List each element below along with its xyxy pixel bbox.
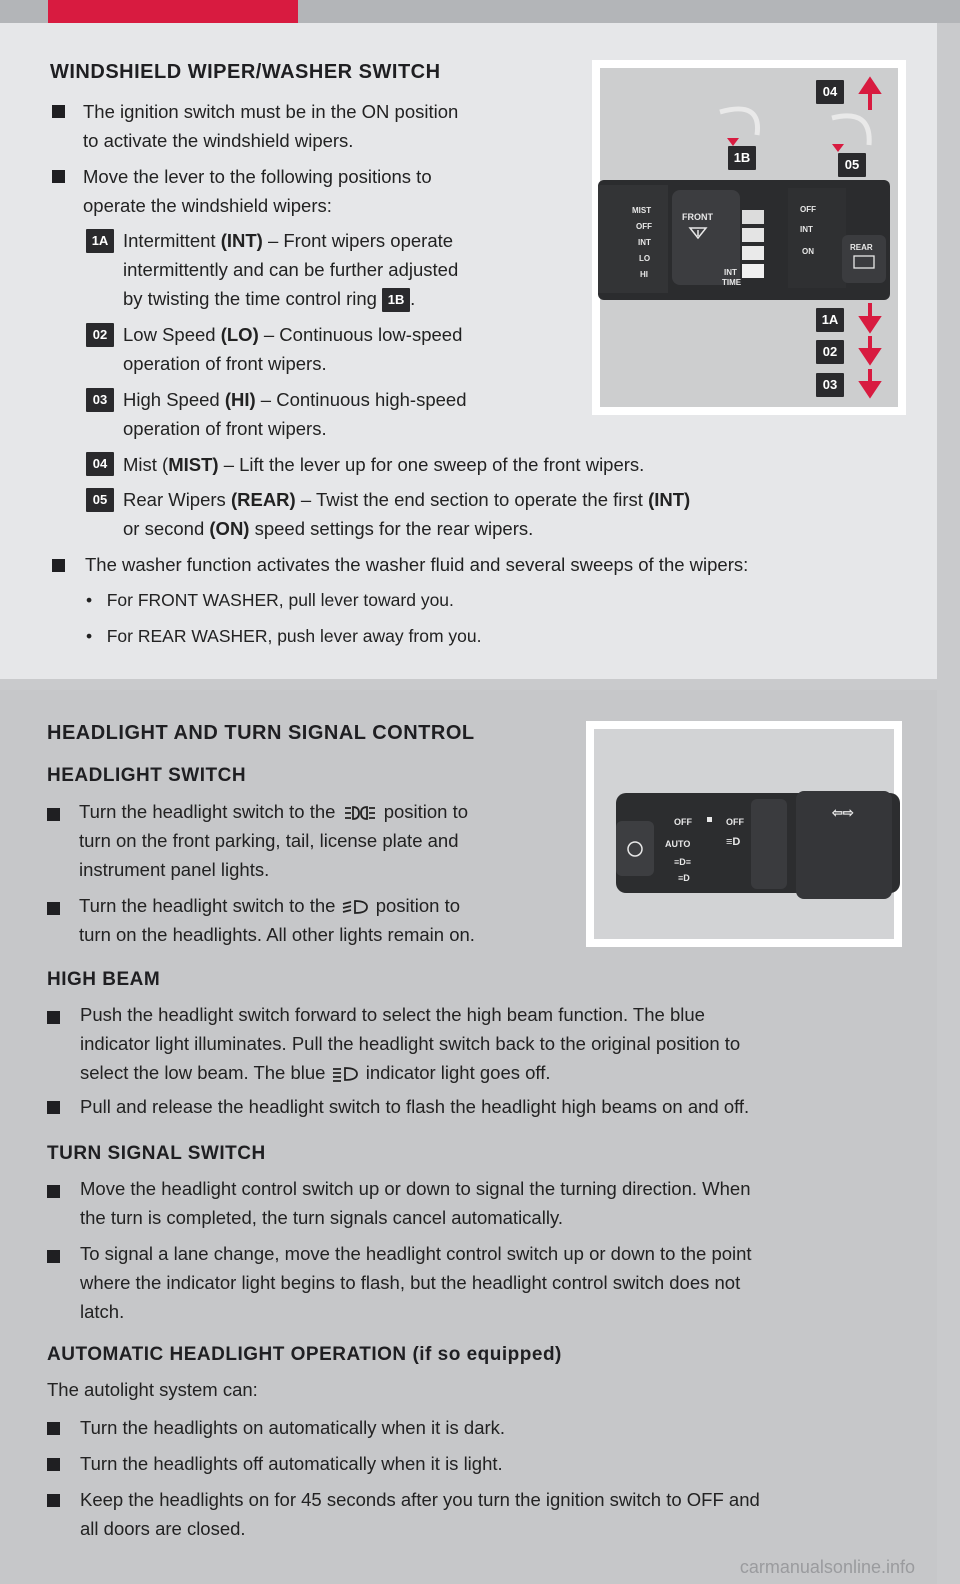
text-line: intermittently and can be further adjusted xyxy=(123,259,459,280)
text-line: Move the headlight control switch up or down to signal the turning direction. When xyxy=(80,1178,751,1199)
figure-label-03: 03 xyxy=(816,373,844,397)
text-bold: (REAR) xyxy=(230,489,296,510)
text: Intermittent xyxy=(123,230,221,251)
text: For FRONT WASHER, pull lever toward you. xyxy=(106,590,454,610)
item-02 xyxy=(123,320,462,378)
lever-label-time: TIME xyxy=(722,278,742,287)
badge-label: 02 xyxy=(86,323,114,347)
text: position to xyxy=(370,895,461,916)
wiper-lever-illustration xyxy=(592,60,906,415)
text-line: all doors are closed. xyxy=(80,1518,246,1539)
text: Turn the headlight switch to the xyxy=(79,801,341,822)
lever-label-lo: LO xyxy=(639,254,651,263)
item-03 xyxy=(123,385,467,443)
headlight-switch-title: HEADLIGHT SWITCH xyxy=(47,765,247,786)
headlight-section xyxy=(0,690,937,1584)
text-line: operation of front wipers. xyxy=(123,353,327,374)
headlight-bullet-1 xyxy=(79,797,468,884)
text: Low Speed xyxy=(123,324,221,345)
text-bold: (INT) xyxy=(220,230,263,251)
indicator-square-icon xyxy=(707,817,712,822)
headlight-bullet-2 xyxy=(79,891,475,949)
text-bold: MIST) xyxy=(168,454,219,475)
badge-05 xyxy=(86,488,114,512)
badge-label: 03 xyxy=(86,388,114,412)
badge-1a xyxy=(86,229,114,253)
text: select the low beam. The blue xyxy=(80,1062,331,1083)
text-bold: (INT) xyxy=(648,489,691,510)
wiper-bullet-3: The washer function activates the washer fluid and several sweeps of the wipers: xyxy=(85,554,749,575)
washer-front: • For FRONT WASHER, pull lever toward you. xyxy=(86,590,454,610)
text: For REAR WASHER, push lever away from you. xyxy=(106,626,482,646)
wiper-section xyxy=(0,23,937,679)
auto-bullet-1: Turn the headlights on automatically when it is dark. xyxy=(80,1417,506,1438)
text-line: operate the windshield wipers: xyxy=(83,195,332,216)
figure-label-04: 04 xyxy=(816,80,844,104)
bullet-icon xyxy=(47,1101,60,1114)
wiper-bullet-2 xyxy=(83,162,432,220)
headlight-icon-small: ≡D xyxy=(678,873,690,883)
text-line: Move the lever to the following positions to xyxy=(83,166,432,187)
auto-bullet-2: Turn the headlights off automatically when it is light. xyxy=(80,1453,503,1474)
text-line: The ignition switch must be in the ON position xyxy=(83,101,459,122)
parking-icon-small: ≡D≡ xyxy=(674,857,692,867)
text: Rear Wipers xyxy=(123,489,231,510)
top-bar xyxy=(0,0,960,23)
badge-1b-ref: 1B xyxy=(382,288,410,312)
lever-label-front: FRONT xyxy=(682,212,713,222)
text-line: where the indicator light begins to flash, but the headlight control switch does not xyxy=(80,1272,741,1293)
turn-arrows-icon: ⇦⇨ xyxy=(832,805,854,820)
fog-light-icon: ≡D xyxy=(726,836,741,848)
text: – Continuous low-speed xyxy=(258,324,463,345)
text: AUTOMATIC HEADLIGHT OPERATION xyxy=(47,1344,413,1365)
item-05 xyxy=(123,485,690,543)
bullet-icon xyxy=(47,1250,60,1263)
badge-label: 05 xyxy=(86,488,114,512)
lever-label-hi: HI xyxy=(640,270,648,279)
figure-label-05: 05 xyxy=(838,153,866,177)
item-1a xyxy=(123,226,458,313)
figure-label-1a: 1A xyxy=(816,308,844,332)
bullet-icon xyxy=(52,559,65,572)
badge-02 xyxy=(86,323,114,347)
lever-label-off: OFF xyxy=(636,222,652,231)
item-04 xyxy=(123,450,644,479)
low-beam-icon xyxy=(341,898,371,916)
bullet-icon xyxy=(47,1185,60,1198)
lever-label-int-time: INT xyxy=(724,268,737,277)
text-line: the turn is completed, the turn signals cancel automatically. xyxy=(80,1207,563,1228)
auto-headlight-title xyxy=(47,1344,562,1366)
lever-label-rear-int: INT xyxy=(800,225,813,234)
text: (if so equipped) xyxy=(412,1344,562,1365)
high-beam-bullet-1 xyxy=(80,1000,740,1087)
bullet-icon xyxy=(52,105,65,118)
text: position to xyxy=(378,801,469,822)
text-bold: (HI) xyxy=(224,389,256,410)
bullet-icon xyxy=(47,1422,60,1435)
high-beam-icon xyxy=(331,1065,361,1083)
headlight-figure xyxy=(586,721,902,947)
text: Turn the headlight switch to the xyxy=(79,895,341,916)
text: – Twist the end section to operate the first xyxy=(295,489,649,510)
badge-04 xyxy=(86,452,114,476)
turn-signal-bullet-2 xyxy=(80,1239,752,1326)
hl-label-off: OFF xyxy=(674,817,692,827)
wiper-figure xyxy=(592,60,906,415)
headlight-switch-illustration xyxy=(586,721,902,947)
text: – Lift the lever up for one sweep of the front wipers. xyxy=(218,454,645,475)
text-line: indicator light illuminates. Pull the headlight switch back to the original position to xyxy=(80,1033,741,1054)
bullet-icon xyxy=(52,170,65,183)
text: or second xyxy=(123,518,210,539)
wiper-title: WINDSHIELD WIPER/WASHER SWITCH xyxy=(50,61,441,83)
bullet-icon xyxy=(47,1458,60,1471)
text: indicator light goes off. xyxy=(360,1062,551,1083)
text-line: operation of front wipers. xyxy=(123,418,327,439)
text: Mist ( xyxy=(123,454,169,475)
badge-03 xyxy=(86,388,114,412)
turn-signal-title: TURN SIGNAL SWITCH xyxy=(47,1143,266,1164)
wiper-bullet-1 xyxy=(83,97,458,155)
hl-label-fog-off: OFF xyxy=(726,817,744,827)
bullet-icon xyxy=(47,902,60,915)
text-bold: (LO) xyxy=(220,324,259,345)
figure-label-02: 02 xyxy=(816,340,844,364)
text-line: turn on the headlights. All other lights remain on. xyxy=(79,924,475,945)
auto-bullet-3 xyxy=(80,1485,760,1543)
lever-label-int: INT xyxy=(638,238,651,247)
hl-label-auto: AUTO xyxy=(665,839,691,849)
text-line: to activate the windshield wipers. xyxy=(83,130,354,151)
text-line: turn on the front parking, tail, license plate and xyxy=(79,830,459,851)
text-line: Push the headlight switch forward to select the high beam function. The blue xyxy=(80,1004,705,1025)
text: – Front wipers operate xyxy=(262,230,454,251)
text: by twisting the time control ring xyxy=(123,288,383,309)
high-beam-bullet-2: Pull and release the headlight switch to flash the headlight high beams on and off. xyxy=(80,1096,750,1117)
badge-label: 04 xyxy=(86,452,114,476)
high-beam-title: HIGH BEAM xyxy=(47,969,161,990)
top-accent-bar xyxy=(48,0,298,23)
text: High Speed xyxy=(123,389,225,410)
text: . xyxy=(410,288,416,309)
lever-label-mist: MIST xyxy=(632,206,652,215)
auto-intro: The autolight system can: xyxy=(47,1379,258,1400)
badge-label: 1A xyxy=(86,229,114,253)
watermark: carmanualsonline.info xyxy=(739,1557,915,1577)
lever-label-rear-on: ON xyxy=(802,247,814,256)
figure-label-1b: 1B xyxy=(728,146,756,170)
bullet-icon xyxy=(47,808,60,821)
text-line: To signal a lane change, move the headlight control switch up or down to the point xyxy=(80,1243,752,1264)
text-line: instrument panel lights. xyxy=(79,859,270,880)
text: speed settings for the rear wipers. xyxy=(249,518,534,539)
lever-label-rear: REAR xyxy=(850,243,873,252)
text: – Continuous high-speed xyxy=(255,389,467,410)
bullet-icon xyxy=(47,1011,60,1024)
parking-lights-icon xyxy=(341,804,379,822)
text-bold: (ON) xyxy=(209,518,250,539)
headlight-title: HEADLIGHT AND TURN SIGNAL CONTROL xyxy=(47,722,475,744)
bullet-icon xyxy=(47,1494,60,1507)
text-line: Keep the headlights on for 45 seconds after you turn the ignition switch to OFF and xyxy=(80,1489,760,1510)
turn-signal-bullet-1 xyxy=(80,1174,751,1232)
lever-label-rear-off: OFF xyxy=(800,205,816,214)
washer-rear: • For REAR WASHER, push lever away from you. xyxy=(86,626,482,646)
text-line: latch. xyxy=(80,1301,125,1322)
